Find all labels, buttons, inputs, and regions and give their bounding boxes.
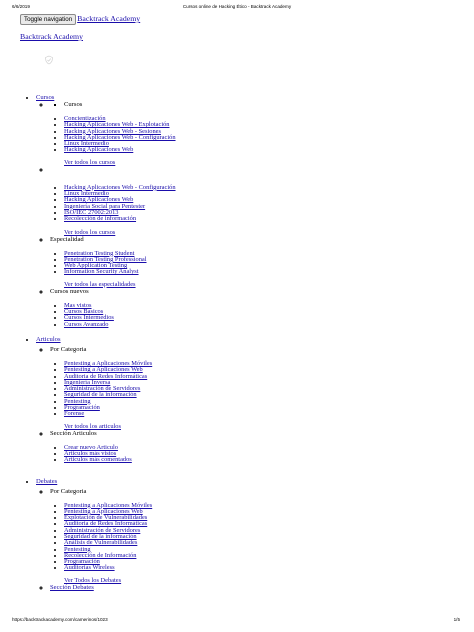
debates-submenu xyxy=(36,488,460,591)
cursos-nuevos-group xyxy=(50,288,460,328)
debates-categoria-list xyxy=(50,503,460,572)
list-item[interactable]: Auditorias Wireless xyxy=(64,564,115,572)
navbar xyxy=(20,14,460,41)
especialidad-list xyxy=(50,251,460,276)
articulos-categoria-group xyxy=(50,346,460,430)
debates-seccion-group xyxy=(50,584,460,591)
list-item[interactable]: Seguridad de la información xyxy=(64,532,137,540)
toggle-navigation-button[interactable]: Toggle navigation xyxy=(20,14,76,25)
list-item[interactable]: Linux Intermedio xyxy=(64,190,109,198)
brand-link[interactable]: Backtrack Academy xyxy=(77,14,141,23)
cursos-nuevos-list xyxy=(50,303,460,328)
list-item[interactable]: Pentesting xyxy=(64,545,91,553)
menu-cursos xyxy=(36,94,460,328)
list-item[interactable]: Hacking Aplicaciones Web xyxy=(64,146,134,154)
cursos-submenu xyxy=(36,101,460,328)
ver-todos-cursos-link-2[interactable]: Ver todos los cursos xyxy=(64,228,116,236)
list-item[interactable]: Recolección de información xyxy=(64,215,137,223)
articulos-categoria-heading: Por Categoria xyxy=(50,345,87,353)
especialidad-group xyxy=(50,236,460,288)
menu-debates-link[interactable]: Debates xyxy=(36,477,58,485)
list-item[interactable]: Ingeniería Social para Pentester xyxy=(64,202,146,210)
list-item[interactable]: Hacking Aplicaciones Web - Sesiones xyxy=(64,127,161,135)
list-item[interactable]: Crear nuevo Articulo xyxy=(64,443,118,451)
list-item[interactable]: Programación xyxy=(64,558,100,566)
main-menu xyxy=(20,94,460,591)
list-item[interactable]: Seguridad de la información xyxy=(64,391,137,399)
articulos-seccion-list xyxy=(50,445,460,464)
list-item[interactable]: Cursos Basicos xyxy=(64,308,104,316)
ver-todos-articulos-link[interactable]: Ver todos los articulos xyxy=(64,422,121,430)
cursos-group2-list xyxy=(50,185,460,223)
cursos-group2-bullet xyxy=(50,166,460,182)
debates-categoria-group xyxy=(50,488,460,584)
list-item[interactable]: Pentesting a Aplicaciones Web xyxy=(64,507,143,515)
list-item[interactable]: Auditoria de Redes Informáticas xyxy=(64,520,148,528)
list-item[interactable]: Pentesting a Aplicaciones Móviles xyxy=(64,359,153,367)
list-item[interactable]: Web Application Testing xyxy=(64,262,128,270)
list-item[interactable]: Penetration Testing Student xyxy=(64,249,135,257)
list-item[interactable]: Hacking Aplicaciones Web - Configuración xyxy=(64,183,176,191)
list-item[interactable]: Hacking Aplicaciones Web - Configuración xyxy=(64,133,176,141)
ver-todas-especialidades-link[interactable]: Ver todos las especialidades xyxy=(64,280,136,288)
menu-cursos-link[interactable]: Cursos xyxy=(36,94,55,101)
articulos-seccion-heading: Sección Articulos xyxy=(50,429,97,437)
list-item[interactable]: Pentesting a Aplicaciones Móviles xyxy=(64,501,153,509)
list-item[interactable]: Pentesting a Aplicaciones Web xyxy=(64,366,143,374)
menu-articulos-link[interactable]: Articulos xyxy=(36,335,61,343)
list-item[interactable]: Concientización xyxy=(64,115,106,122)
cursos-nuevos-heading: Cursos nuevos xyxy=(50,287,89,295)
especialidad-heading: Especialidad xyxy=(50,235,84,243)
ver-todos-cursos-link[interactable]: Ver todos los cursos xyxy=(64,158,116,166)
list-item[interactable]: Auditoria de Redes Informáticas xyxy=(64,372,148,380)
debates-categoria-heading: Por Categoria xyxy=(50,487,87,495)
print-footer xyxy=(0,617,474,627)
list-item[interactable]: Linux Intermedio xyxy=(64,140,109,148)
list-item[interactable]: Programación xyxy=(64,404,100,412)
articulos-submenu xyxy=(36,346,460,464)
brand-link-repeat[interactable]: Backtrack Academy xyxy=(20,32,83,41)
list-item[interactable]: Cursos Avanzado xyxy=(64,320,109,328)
list-item[interactable]: Mas vistos xyxy=(64,301,92,309)
list-item[interactable]: Forense xyxy=(64,410,85,418)
menu-debates xyxy=(36,478,460,591)
list-item[interactable]: Administración de Servidores xyxy=(64,526,141,534)
print-date: 6/6/2019 xyxy=(12,4,30,9)
print-url: https://backtrackacademy.com/camerinos/1023 xyxy=(12,617,108,622)
list-item[interactable]: Explotación de Vulnerabilidades xyxy=(64,514,148,522)
articulos-categoria-list xyxy=(50,361,460,418)
list-item[interactable]: Articulos más vistos xyxy=(64,449,117,457)
cursos-group2 xyxy=(50,185,460,236)
cursos-group1 xyxy=(50,101,460,166)
cursos-heading: ▪ ◦ Cursos xyxy=(64,101,460,108)
list-item[interactable]: Ingeniería Inversa xyxy=(64,378,111,386)
list-item[interactable]: Penetration Testing Professional xyxy=(64,255,147,263)
list-item[interactable]: Hacking Aplicaciones Web - Explotación xyxy=(64,121,170,129)
print-title: Cursos online de Hacking Ético - Backtrack Academy xyxy=(182,4,292,9)
list-item[interactable]: Information Security Analyst xyxy=(64,268,139,276)
list-item[interactable]: Recolección de Información xyxy=(64,551,137,559)
page-content xyxy=(20,14,460,591)
list-item[interactable]: Pentesting xyxy=(64,397,91,405)
articulos-seccion-group xyxy=(50,430,460,464)
list-item[interactable]: ISO/IEC 27002:2013 xyxy=(64,208,119,216)
print-page-number: 1/5 xyxy=(453,617,460,622)
list-item[interactable]: Articulos más comentados xyxy=(64,456,132,464)
list-item[interactable]: Cursos Intermedios xyxy=(64,314,114,322)
cursos-group1-list xyxy=(50,116,460,154)
debates-seccion-link[interactable]: Sección Debates xyxy=(50,583,94,591)
ver-todos-debates-link[interactable]: Ver Todos los Debates xyxy=(64,576,122,584)
menu-articulos xyxy=(36,336,460,464)
list-item[interactable]: Hacking Aplicaciones Web xyxy=(64,196,134,204)
shield-icon xyxy=(44,55,54,65)
print-header xyxy=(0,4,474,14)
list-item[interactable]: Administración de Servidores xyxy=(64,385,141,393)
list-item[interactable]: Análisis de Vulnerabilidades xyxy=(64,539,138,547)
